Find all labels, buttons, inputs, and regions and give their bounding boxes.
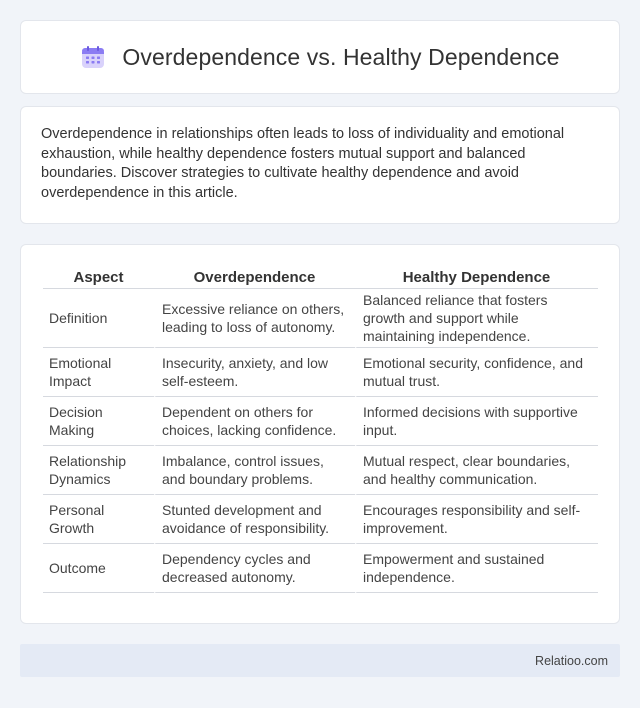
header [80, 44, 559, 71]
row-aspect: Outcome [43, 544, 154, 593]
calendar-icon [80, 44, 106, 70]
row-aspect: Relationship Dynamics [43, 446, 154, 495]
page-title: Overdependence vs. Healthy Dependence [122, 43, 560, 70]
row-overdependence: Insecurity, anxiety, and low self-esteem. [154, 348, 355, 397]
header-card [20, 20, 620, 94]
comparison-table-card [20, 244, 620, 624]
table-row [43, 544, 598, 593]
table-row [43, 289, 598, 348]
row-overdependence: Imbalance, control issues, and boundary problems. [154, 446, 355, 495]
table-header-row [43, 265, 598, 289]
footer [20, 644, 620, 677]
table-row [43, 397, 598, 446]
header-healthy-dependence: Healthy Dependence [355, 265, 598, 289]
row-healthy-dependence: Balanced reliance that fosters growth and support while maintaining independence. [355, 289, 598, 348]
row-overdependence: Excessive reliance on others, leading to loss of autonomy. [154, 289, 355, 348]
row-overdependence: Dependent on others for choices, lacking confidence. [154, 397, 355, 446]
header-aspect: Aspect [43, 265, 154, 289]
intro-card [20, 106, 620, 224]
intro-text: Overdependence in relationships often leads to loss of individuality and emotional exhaustion, while healthy dependence fosters mutual support and balanced boundaries. Discover strategies to cultivate healthy dependence and avoid overdependence in this article. [41, 126, 565, 201]
row-aspect: Decision Making [43, 397, 154, 446]
row-healthy-dependence: Emotional security, confidence, and mutual trust. [355, 348, 598, 397]
footer-brand: Relatioo.com [535, 653, 608, 668]
table-row [43, 446, 598, 495]
row-healthy-dependence: Empowerment and sustained independence. [355, 544, 598, 593]
row-healthy-dependence: Encourages responsibility and self-improvement. [355, 495, 598, 544]
row-aspect: Definition [43, 289, 154, 348]
row-healthy-dependence: Informed decisions with supportive input. [355, 397, 598, 446]
row-overdependence: Stunted development and avoidance of responsibility. [154, 495, 355, 544]
comparison-table [43, 265, 598, 593]
row-overdependence: Dependency cycles and decreased autonomy. [154, 544, 355, 593]
table-row [43, 495, 598, 544]
row-aspect: Emotional Impact [43, 348, 154, 397]
table-row [43, 348, 598, 397]
row-aspect: Personal Growth [43, 495, 154, 544]
row-healthy-dependence: Mutual respect, clear boundaries, and healthy communication. [355, 446, 598, 495]
header-overdependence: Overdependence [154, 265, 355, 289]
